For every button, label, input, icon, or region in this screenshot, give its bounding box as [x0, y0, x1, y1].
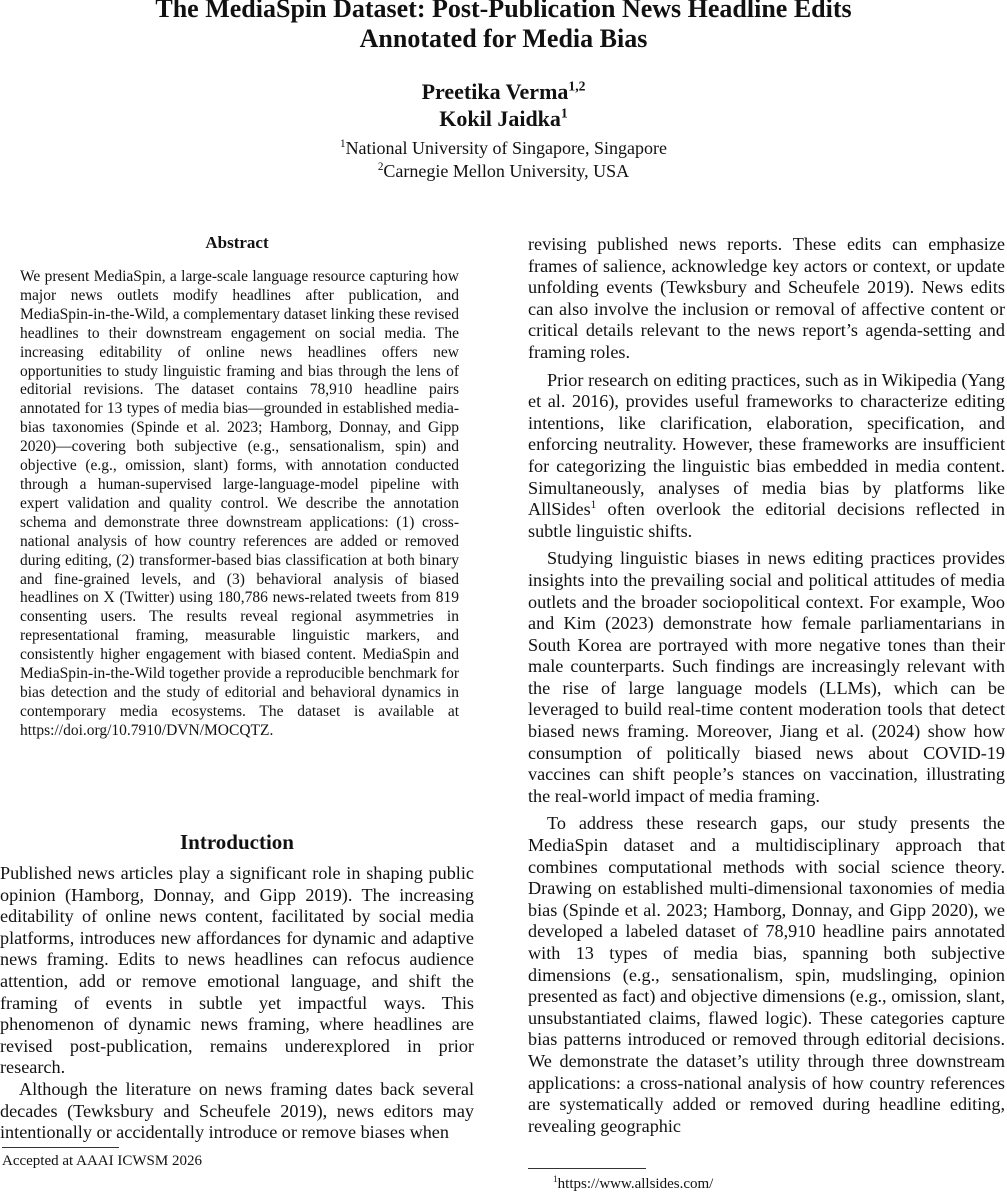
- abstract-text: [20, 268, 459, 741]
- footnote-marker: 1: [590, 499, 597, 512]
- footnote-rule-right: [528, 1168, 646, 1169]
- paper-title: [0, 0, 1007, 54]
- abstract-heading: Abstract: [205, 233, 269, 252]
- footnote-rule-left: [2, 1147, 119, 1148]
- author-name: Kokil Jaidka$^1$: [439, 105, 568, 131]
- affiliation: $^1$National University of Singapore, Singapore: [339, 138, 667, 158]
- paragraph: Prior research on editing practices, such as in Wikipedia (Yang et al. 2016), provides useful frameworks to characterize editing intentions, like clarification, elaboration, specification, and enforcing neutrality. However, these frameworks are insufficient for categorizing the linguistic bias embedded in media content. Simultaneously, analyses of media bias by platforms like AllSides$^1$ often overlook the editorial decisions reflected in subtle linguistic shifts.: [528, 369, 1005, 541]
- affiliations: [0, 137, 1007, 183]
- abstract-paragraph: We present MediaSpin, a large-scale language resource capturing how major news outlets modify headlines after publication, and MediaSpin-in-the-Wild, a complementary dataset linking these revised headlines to their downstream engagement on social media. The increasing editability of online news headlines offers new opportunities to study linguistic framing and bias through the lens of editorial revisions. The dataset contains 78,910 headline pairs annotated for 13 types of media bias—grounded in established media-bias taxonomies (Spinde et al. 2023; Hamborg, Donnay, and Gipp 2020)—covering both subjective (e.g., sensationalism, spin) and objective (e.g., omission, slant) forms, with annotation conducted through a human-supervised large-language-model pipeline with expert validation and quality control. We describe the annotation schema and demonstrate three downstream applications: (1) cross-national analysis of how country references are added or removed during editing, (2) transformer-based bias classification at both binary and fine-grained levels, and (3) behavioral analysis of biased headlines on X (Twitter) using 180,786 news-related tweets from 819 consenting users. The results reveal regional asymmetries in representational framing, measurable linguistic markers, and consistently higher engagement with biased content. MediaSpin and MediaSpin-in-the-Wild together provide a reproducible benchmark for bias detection and the study of editorial and behavioral dynamics in contemporary media ecosystems. The dataset is available at https://doi.org/10.7910/DVN/MOCQTZ.: [20, 268, 459, 739]
- affiliation: $^2$Carnegie Mellon University, USA: [377, 161, 630, 181]
- footnote-link[interactable]: https://www.allsides.com/: [557, 1176, 714, 1192]
- author-list: [0, 78, 1007, 132]
- author-name: Preetika Verma$^{1,2}$: [421, 78, 586, 104]
- introduction-heading: Introduction: [180, 830, 294, 854]
- paragraph: Studying linguistic biases in news editing practices provides insights into the prevailing social and political attitudes of media outlets and the broader sociopolitical context. For example, Woo and Kim (2023) demonstrate how female parliamentarians in South Korea are portrayed with more negative tones than their male counterparts. Such findings are increasingly relevant with the rise of large language models (LLMs), which can be leveraged to build real-time content moderation tools that detect biased news framing. Moreover, Jiang et al. (2024) show how consumption of politically biased news about COVID-19 vaccines can shift people’s stances on vaccination, illustrating the real-world impact of media framing.: [528, 548, 1005, 806]
- footnote: $^1$https://www.allsides.com/: [553, 1175, 714, 1192]
- left-column-body: [0, 863, 474, 1144]
- right-column-body: [528, 234, 1005, 1137]
- title-line-1: The MediaSpin Dataset: Post-Publication News Headline Edits: [155, 0, 852, 23]
- paragraph: Published news articles play a significant role in shaping public opinion (Hamborg, Donnay, and Gipp 2019). The increasing editability of online news content, facilitated by social media platforms, introduces new affordances for dynamic and adaptive news framing. Edits to news headlines can refocus audience attention, add or remove emotional language, and shift the framing of events in subtle yet impactful ways. This phenomenon of dynamic news framing, where headlines are revised post-publication, remains underexplored in prior research.: [0, 863, 474, 1078]
- paragraph: revising published news reports. These edits can emphasize frames of salience, acknowledge key actors or context, or update unfolding events (Tewksbury and Scheufele 2019). News edits can also involve the inclusion or removal of affective content or critical details relevant to the news report’s agenda-setting and framing roles.: [528, 234, 1005, 362]
- title-line-2: Annotated for Media Bias: [359, 24, 648, 53]
- paragraph: Although the literature on news framing dates back several decades (Tewksbury and Scheufele 2019), news editors may intentionally or accidentally introduce or remove biases when: [0, 1078, 474, 1143]
- paragraph: To address these research gaps, our study presents the MediaSpin dataset and a multidisciplinary approach that combines computational methods with social science theory. Drawing on established multi-dimensional taxonomies of media bias (Spinde et al. 2023; Hamborg, Donnay, and Gipp 2020), we developed a labeled dataset of 78,910 headline pairs annotated with 13 types of media bias, spanning both subjective dimensions (e.g., sensationalism, spin, mudslinging, opinion presented as fact) and objective dimensions (e.g., omission, slant, unsubstantiated claims, flawed logic). These categories capture bias patterns introduced or removed through editorial decisions. We demonstrate the dataset’s utility through three downstream applications: a cross-national analysis of how country references are systematically added or removed during headline editing, revealing geographic: [528, 813, 1005, 1136]
- venue-note: Accepted at AAAI ICWSM 2026: [2, 1153, 202, 1169]
